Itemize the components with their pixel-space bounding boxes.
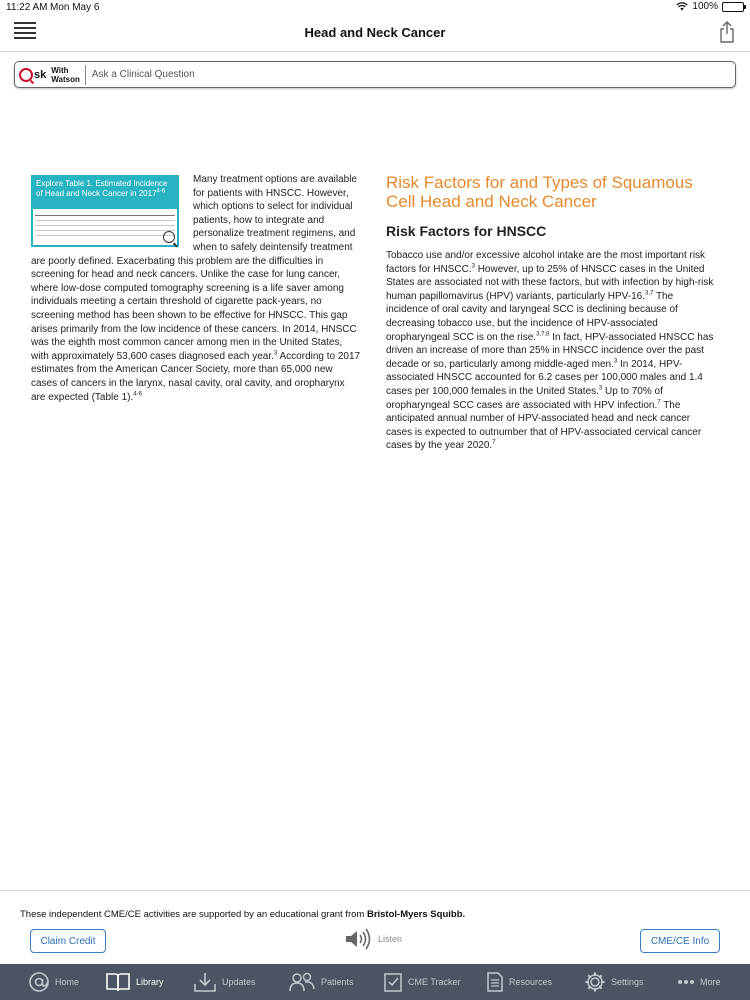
listen-label: Listen [378, 934, 403, 944]
share-button[interactable] [718, 20, 736, 44]
tab-label: Home [55, 977, 80, 987]
grant-sponsor: Bristol-Myers Squibb. [366, 909, 466, 920]
page-title: Head and Neck Cancer [304, 25, 446, 40]
reference-sup: 3 [471, 263, 475, 270]
cme-ce-info-button[interactable]: CME/CE Info [640, 929, 720, 953]
intro-column [31, 173, 361, 404]
tab-label: Settings [611, 977, 644, 987]
reference-sup: 3,7 [645, 290, 654, 297]
tab-library[interactable] [105, 964, 164, 1000]
intro-text-1: Many treatment options are available for patients with HNSCC. However, which options to select for individual patients, how to integrate and personalize treatment regimens, and when to safely deintensify treatment are poorly defined. Exacerbating this problem are the difficulties in screening for head and neck cancers. Unlike the case for lung cancer, where low-dose computed tomography screening is a life saver among individuals meeting a certain threshold of cigarette pack-years, no screening method has been shown to be effective for HNSCC. This gap arises primarily from the low incidence of these cancers. In 2014, HNSCC was the eighth most common cancer among men in the United States, with approximately 53,600 cases diagnosed each year. [31, 174, 357, 362]
tab-updates[interactable] [193, 964, 256, 1000]
reference-sup: 4-6 [133, 391, 142, 398]
risk-text: Up to 70% of oropharyngeal SCC cases are associated with HPV infection. [386, 385, 663, 411]
magnifier-logo-icon [19, 68, 33, 82]
reference-sup: 3 [273, 350, 278, 357]
tab-label: Library [136, 977, 164, 987]
at-icon [28, 971, 50, 993]
grant-text: These independent CME/CE activities are supported by an educational grant from [20, 909, 367, 920]
patients-icon [288, 971, 316, 993]
reference-sup: 7 [657, 399, 661, 406]
more-icon [677, 971, 695, 993]
gear-icon [584, 971, 606, 993]
section-subtitle: Risk Factors for HNSCC [386, 223, 547, 239]
watson-logo-with: With [51, 65, 69, 75]
intro-text-2: According to 2017 estimates from the American Cancer Society, more than 65,000 new cases of cancers in the larynx, nasal cavity, oral cavity, and oropharynx are expected (Table 1). [31, 350, 361, 403]
share-icon [718, 20, 736, 44]
table-thumb-title-text: Explore Table 1. Estimated Incidence of Head and Neck Cancer in 2017 [36, 179, 168, 198]
reference-sup: 3,7,8 [536, 331, 550, 338]
tab-patients[interactable] [288, 964, 354, 1000]
tab-home[interactable] [28, 964, 79, 1000]
battery-percent: 100% [692, 1, 718, 12]
watson-logo [19, 65, 86, 85]
tab-cme-tracker[interactable] [383, 964, 461, 1000]
tracker-icon [383, 971, 403, 993]
section-title: Risk Factors for and Types of Squamous Cell Head and Neck Cancer [386, 173, 693, 211]
document-icon [486, 971, 504, 993]
watson-logo-ask: sk [34, 68, 47, 81]
reference-sup: 7 [492, 439, 496, 446]
tab-more[interactable] [677, 964, 721, 1000]
reference-sup: 3 [613, 358, 618, 365]
watson-logo-words [51, 66, 80, 84]
risk-text: In fact, HPV-associated HNSCC has driven an increase of more than 25% in HNSCC incidence over the past decade or so, particularly among middle-aged men. [386, 331, 714, 370]
table-thumb-preview [31, 209, 179, 247]
speaker-icon [344, 928, 374, 950]
download-icon [193, 971, 217, 993]
wifi-icon [676, 2, 688, 11]
table-thumb-ref: 4-6 [156, 188, 166, 195]
status-time: 11:22 AM [6, 2, 48, 13]
grant-footer [0, 890, 750, 964]
risk-text: The anticipated annual number of HPV-associated head and neck cancer cases is expected to outnumber that of HPV-associated cervical cancer cases by the year 2020. [386, 399, 702, 452]
watson-logo-watson: Watson [51, 74, 80, 84]
tab-settings[interactable] [584, 964, 644, 1000]
listen-button[interactable] [344, 928, 402, 950]
menu-icon [14, 22, 36, 24]
risk-text: The incidence of oral cavity and laryngeal SCC is declining because of decreasing tobacco use, but the incidence of HPV-associated oropharyngeal SCC is on the rise. [386, 290, 678, 343]
battery-icon [722, 2, 744, 12]
tab-bar [0, 964, 750, 1000]
zoom-icon [163, 231, 175, 243]
table-1-thumbnail[interactable] [31, 175, 179, 247]
nav-bar [0, 14, 750, 52]
risk-text: In 2014, HPV-associated HNSCC accounted for 6.2 cases per 100,000 males and 1.4 cases per 100,000 females in the United States. [386, 358, 703, 397]
tab-label: Resources [509, 977, 553, 987]
risk-text: However, up to 25% of HNSCC cases in the United States are associated not with these factors, but with infection by high-risk human papillomavirus (HPV) variants, particularly HPV-16. [386, 263, 714, 302]
risk-factors-column [386, 173, 716, 453]
risk-factors-paragraph [386, 249, 716, 453]
search-input[interactable] [92, 69, 735, 80]
reference-sup: 3 [598, 385, 603, 392]
grant-statement [20, 909, 465, 920]
tab-label: CME Tracker [408, 977, 461, 987]
claim-credit-button[interactable]: Claim Credit [30, 929, 106, 953]
risk-text: Tobacco use and/or excessive alcohol intake are the most important risk factors for HNSCC. [386, 250, 706, 275]
table-thumb-row [35, 231, 175, 236]
tab-label: More [700, 977, 721, 987]
tab-label: Updates [222, 977, 256, 987]
tab-label: Patients [321, 977, 354, 987]
status-indicators [676, 1, 744, 12]
status-date: Mon May 6 [50, 2, 100, 13]
status-bar [0, 0, 750, 14]
ask-watson-search[interactable] [14, 61, 736, 88]
table-thumb-title [31, 175, 179, 209]
book-icon [105, 971, 131, 993]
tab-resources[interactable] [486, 964, 552, 1000]
